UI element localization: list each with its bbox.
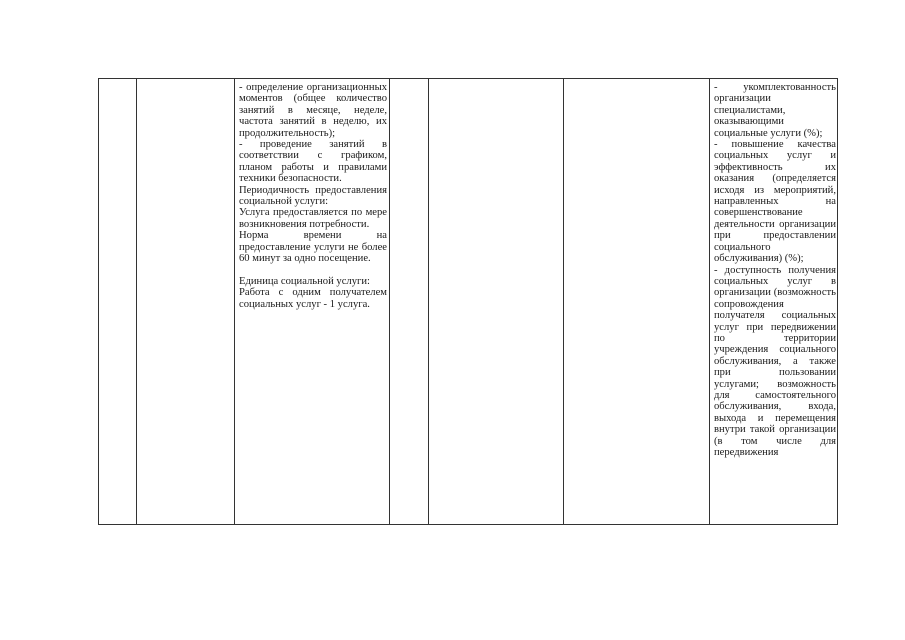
service-text-line: Единица социальной услуги: bbox=[239, 275, 370, 287]
indicator-text: - доступность получения социальных услуг в организации (возможность сопровождения получателя социальных услуг при передвижении по территории учреждения социального обслуживания, а также при пользовании услугами; возможность для самостоятельного обслуживания, входа, выхода и перемещения внутри такой организации (в том числе для передвижения bbox=[714, 264, 836, 458]
service-description-cell bbox=[239, 82, 387, 522]
service-text-line: Работа с одним получателем социальных услуг - 1 услуга. bbox=[239, 287, 387, 310]
blank-line bbox=[239, 265, 387, 276]
column-divider-6 bbox=[709, 78, 710, 525]
service-text-line: - определение организационных моментов (общее количество занятий в месяце, неделе, частота занятий в неделю, их продолжительность); bbox=[239, 82, 387, 139]
service-text-line: Норма времени на предоставление услуги не более 60 минут за одно посещение. bbox=[239, 230, 387, 265]
column-divider-2 bbox=[234, 78, 235, 525]
column-divider-4 bbox=[428, 78, 429, 525]
service-text-line: Услуга предоставляется по мере возникновения потребности. bbox=[239, 207, 387, 230]
column-divider-1 bbox=[136, 78, 137, 525]
column-divider-3 bbox=[389, 78, 390, 525]
indicator-text: - укомплектованность организации специалистами, оказывающими социальные услуги (%); bbox=[714, 82, 836, 139]
indicator-text: - повышение качества социальных услуг и эффективность их оказания (определяется исходя из мероприятий, направленных на совершенствование деятельности организации при предоставлении социального обслуживания) (%); bbox=[714, 139, 836, 265]
service-text-line: Периодичность предоставления социальной услуги: bbox=[239, 184, 387, 208]
column-divider-5 bbox=[563, 78, 564, 525]
service-text-line: - проведение занятий в соответствии с графиком, планом работы и правилами техники безопасности. bbox=[239, 139, 387, 185]
quality-indicators-cell bbox=[714, 82, 836, 522]
